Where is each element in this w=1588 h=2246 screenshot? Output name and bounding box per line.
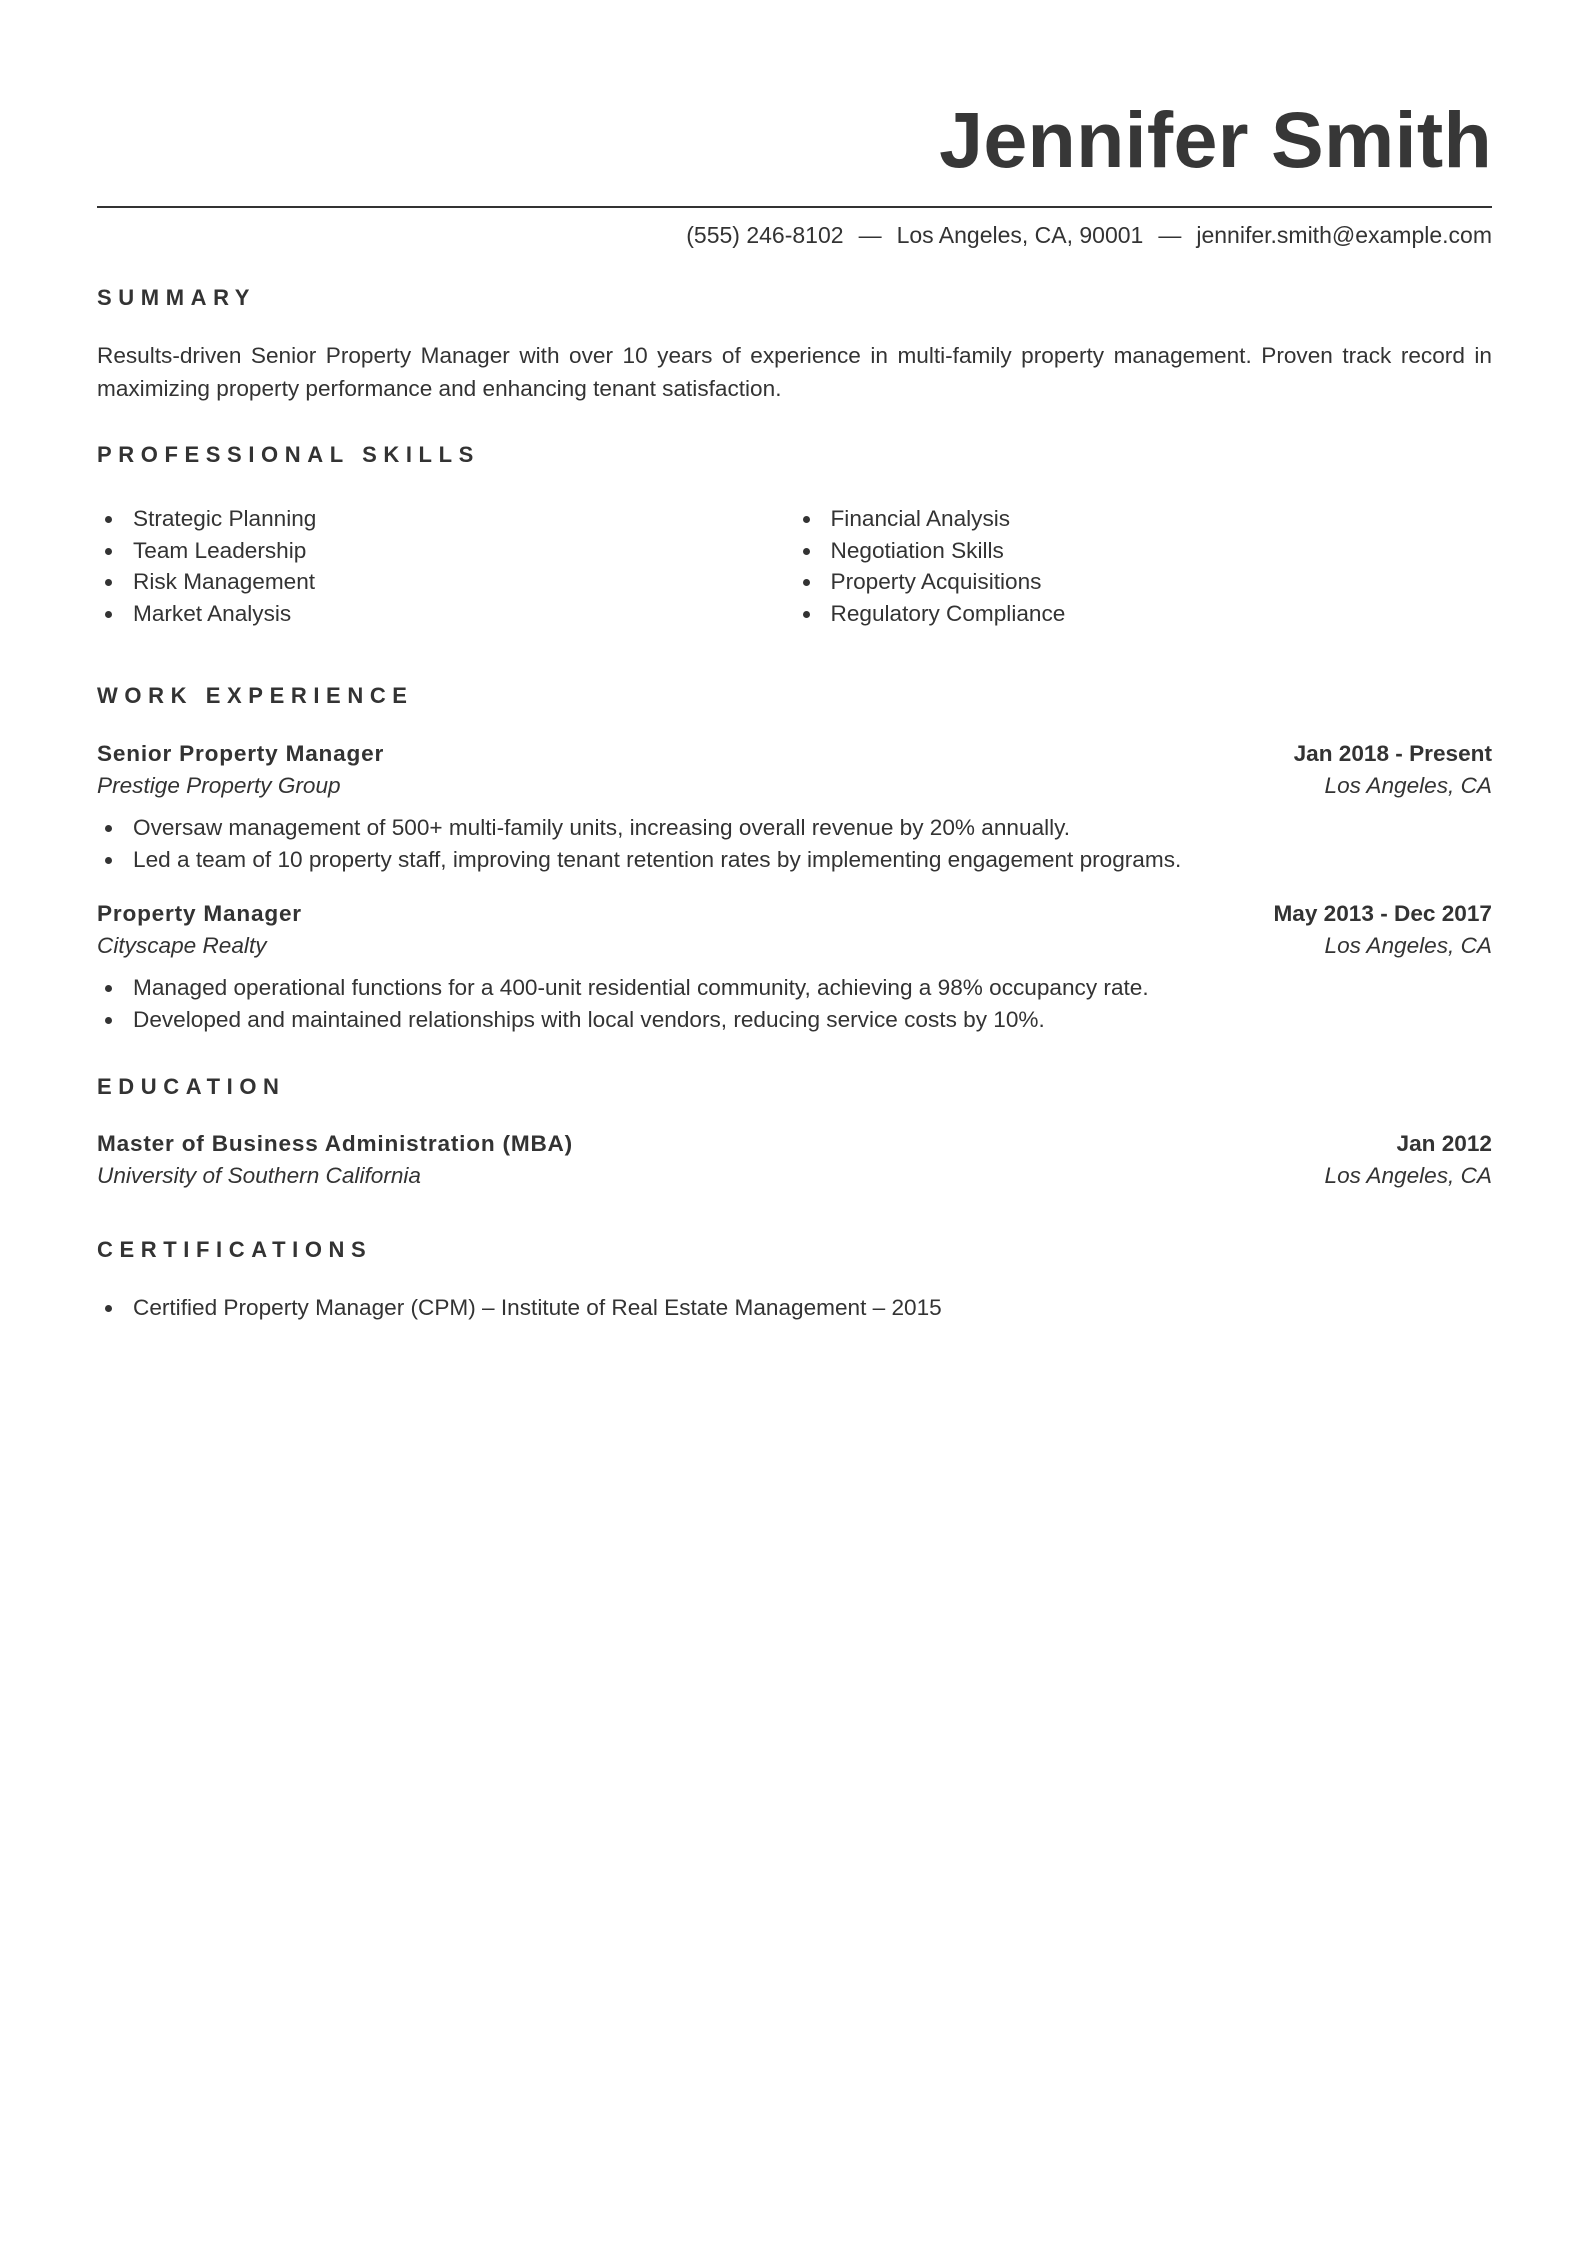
candidate-name: Jennifer Smith (939, 95, 1492, 184)
contact-separator: — (858, 222, 882, 248)
skill-item: Financial Analysis (795, 503, 1493, 535)
education-header (97, 1128, 1492, 1160)
experience-section (97, 682, 1492, 1035)
contact-email[interactable]: jennifer.smith@example.com (1196, 222, 1492, 248)
job-dates: May 2013 - Dec 2017 (1273, 901, 1492, 926)
job-entry (97, 898, 1492, 1035)
job-location: Los Angeles, CA (1324, 773, 1492, 798)
contact-phone: (555) 246-8102 (686, 222, 844, 248)
section-title-education: EDUCATION (97, 1074, 286, 1099)
job-entry (97, 738, 1492, 875)
job-title: Property Manager (97, 901, 302, 926)
skill-item: Negotiation Skills (795, 535, 1493, 567)
skill-item: Strategic Planning (97, 503, 795, 535)
contact-line (97, 220, 1492, 250)
job-header (97, 898, 1492, 930)
contact-separator: — (1158, 222, 1182, 248)
skills-grid (97, 503, 1492, 629)
skills-section (97, 441, 1492, 629)
job-header (97, 738, 1492, 770)
job-bullets (97, 812, 1492, 875)
section-title-certifications: CERTIFICATIONS (97, 1237, 373, 1262)
skill-item: Risk Management (97, 566, 795, 598)
job-location: Los Angeles, CA (1324, 933, 1492, 958)
education-subheader (97, 1160, 1492, 1192)
skills-list-left (97, 503, 795, 629)
skills-list-right (795, 503, 1493, 629)
job-dates: Jan 2018 - Present (1293, 741, 1492, 766)
job-company: Cityscape Realty (97, 933, 267, 958)
skill-item: Property Acquisitions (795, 566, 1493, 598)
job-bullet: Managed operational functions for a 400-unit residential community, achieving a 98% occupancy rate. (97, 972, 1492, 1004)
skill-item: Team Leadership (97, 535, 795, 567)
header-divider (97, 206, 1492, 208)
job-title: Senior Property Manager (97, 741, 385, 766)
job-bullets (97, 972, 1492, 1035)
contact-location: Los Angeles, CA, 90001 (896, 222, 1144, 248)
summary-text: Results-driven Senior Property Manager with over 10 years of experience in multi-family property management. Proven track record in maximizing property performance and enhancing tenant satisfaction. (97, 343, 1492, 401)
skill-item: Market Analysis (97, 598, 795, 630)
job-bullet: Developed and maintained relationships with local vendors, reducing service costs by 10%. (97, 1004, 1492, 1036)
job-bullet: Oversaw management of 500+ multi-family units, increasing overall revenue by 20% annually. (97, 812, 1492, 844)
education-school: University of Southern California (97, 1163, 421, 1188)
certifications-list (97, 1292, 1492, 1324)
education-entry (97, 1128, 1492, 1192)
section-title-summary: SUMMARY (97, 285, 257, 310)
education-date: Jan 2012 (1396, 1131, 1492, 1156)
job-company: Prestige Property Group (97, 773, 341, 798)
summary-section (97, 284, 1492, 405)
certification-item: Certified Property Manager (CPM) – Institute of Real Estate Management – 2015 (97, 1292, 1492, 1324)
section-title-experience: WORK EXPERIENCE (97, 683, 414, 708)
education-location: Los Angeles, CA (1324, 1163, 1492, 1188)
certifications-section (97, 1236, 1492, 1324)
job-bullet: Led a team of 10 property staff, improving tenant retention rates by implementing engagement programs. (97, 844, 1492, 876)
education-section (97, 1073, 1492, 1192)
job-subheader (97, 770, 1492, 802)
job-subheader (97, 930, 1492, 962)
section-title-skills: PROFESSIONAL SKILLS (97, 442, 480, 467)
education-degree: Master of Business Administration (MBA) (97, 1131, 574, 1156)
skill-item: Regulatory Compliance (795, 598, 1493, 630)
